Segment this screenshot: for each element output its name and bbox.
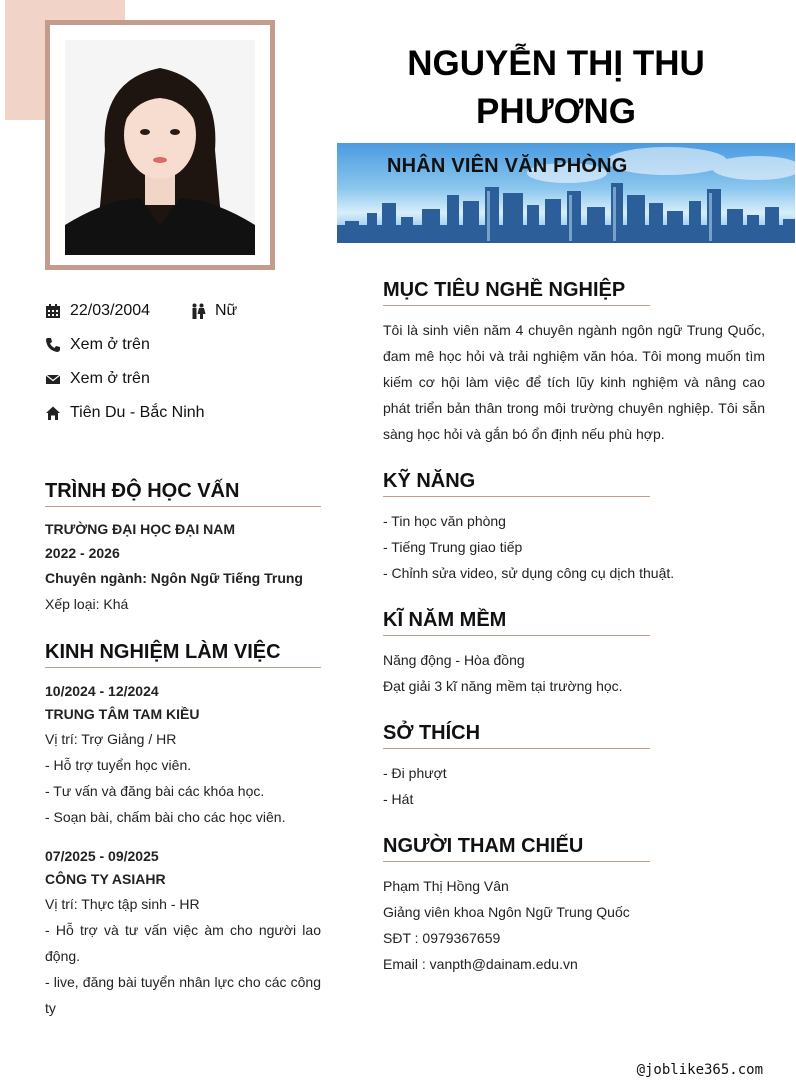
skill-item: - Tiếng Trung giao tiếp — [383, 539, 523, 555]
education-years: 2022 - 2026 — [45, 545, 120, 561]
job-title-banner — [337, 143, 795, 243]
skills-heading: KỸ NĂNG — [383, 470, 650, 497]
name-line-2: PHƯƠNG — [475, 92, 636, 131]
email-row — [45, 368, 150, 390]
mail-icon — [45, 371, 61, 387]
name-line-1: NGUYỄN THỊ THU — [407, 44, 705, 83]
name-heading — [337, 40, 775, 136]
job-2-role: Vị trí: Thực tập sinh - HR — [45, 896, 200, 912]
objective-heading: MỤC TIÊU NGHỀ NGHIỆP — [383, 279, 650, 306]
reference-email: Email : vanpth@dainam.edu.vn — [383, 956, 578, 972]
job-1-task: - Tư vấn và đăng bài các khóa học. — [45, 783, 265, 799]
hobbies-heading: SỞ THÍCH — [383, 722, 650, 749]
address-row — [45, 402, 205, 424]
skill-item: - Tin học văn phòng — [383, 513, 506, 529]
home-icon — [45, 405, 61, 421]
job-2-task: - Hỗ trợ và tư vấn việc àm cho người lao động. — [45, 922, 321, 964]
experience-heading: KINH NGHIỆM LÀM VIỆC — [45, 641, 321, 668]
soft-skills-heading: KĨ NĂM MỀM — [383, 609, 650, 636]
education-major: Chuyên ngành: Ngôn Ngữ Tiếng Trung — [45, 570, 303, 586]
job-2-task: - live, đăng bài tuyển nhân lực cho các công ty — [45, 974, 321, 1016]
education-rank: Xếp loại: Khá — [45, 596, 129, 612]
reference-position: Giảng viên khoa Ngôn Ngữ Trung Quốc — [383, 904, 630, 920]
education-heading: TRÌNH ĐỘ HỌC VẤN — [45, 480, 321, 507]
job-1-task: - Soạn bài, chấm bài cho các học viên. — [45, 809, 286, 825]
dob-row — [45, 300, 150, 322]
watermark: @joblike365.com — [636, 1062, 763, 1078]
references-heading: NGƯỜI THAM CHIẾU — [383, 835, 650, 862]
objective-text: Tôi là sinh viên năm 4 chuyên ngành ngôn ngữ Trung Quốc, đam mê học hỏi và trải nghiệm văn hóa. Tôi mong muốn tìm kiếm cơ hội làm việc để tích lũy kinh nghiệm và nâng cao phát triển bản thân trong môi trường chuyên nghiệp. Tôi sẵn sàng học hỏi và gắn bó ổn định nếu phù hợp. — [383, 322, 765, 442]
job-1-role: Vị trí: Trợ Giảng / HR — [45, 731, 177, 747]
job-2-company: CÔNG TY ASIAHR — [45, 871, 166, 887]
phone-row — [45, 334, 150, 356]
education-school: TRƯỜNG ĐẠI HỌC ĐẠI NAM — [45, 521, 235, 537]
hobby-item: - Đi phượt — [383, 765, 447, 781]
profile-photo — [65, 40, 255, 255]
job-title: NHÂN VIÊN VĂN PHÒNG — [387, 155, 628, 177]
job-1-task: - Hỗ trợ tuyển học viên. — [45, 757, 192, 773]
skill-item: - Chỉnh sửa video, sử dụng công cụ dịch thuật. — [383, 565, 675, 581]
dob-value: 22/03/2004 — [70, 302, 151, 319]
photo-frame — [45, 20, 275, 270]
hobby-item: - Hát — [383, 791, 414, 807]
email-value: Xem ở trên — [70, 370, 150, 387]
soft-skill-item: Năng động - Hòa đồng — [383, 652, 525, 668]
soft-skill-item: Đạt giải 3 kĩ năng mềm tại trường học. — [383, 678, 623, 694]
phone-value: Xem ở trên — [70, 336, 150, 353]
reference-phone: SĐT : 0979367659 — [383, 930, 501, 946]
reference-name: Phạm Thị Hồng Vân — [383, 878, 509, 894]
address-value: Tiên Du - Bắc Ninh — [70, 404, 205, 421]
job-1-company: TRUNG TÂM TAM KIỀU — [45, 706, 200, 722]
calendar-icon — [45, 303, 61, 319]
job-1-period: 10/2024 - 12/2024 — [45, 683, 159, 699]
job-2-period: 07/2025 - 09/2025 — [45, 848, 159, 864]
phone-icon — [45, 337, 61, 353]
gender-icon — [190, 303, 206, 319]
gender-value: Nữ — [215, 302, 238, 319]
gender-row — [190, 300, 237, 322]
